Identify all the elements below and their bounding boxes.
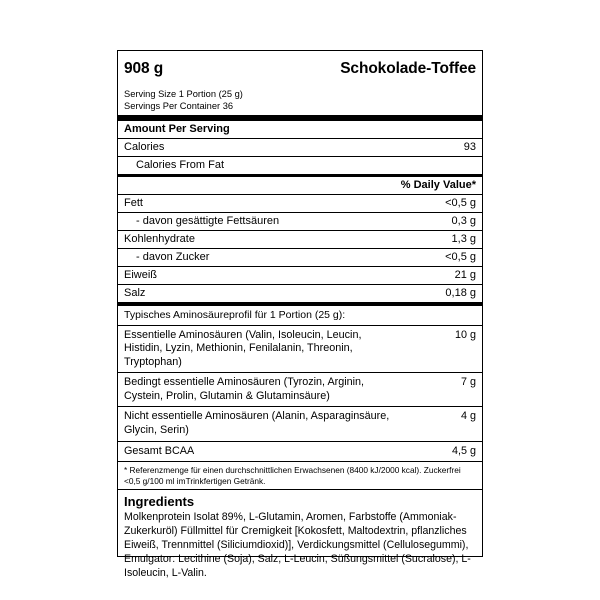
nutrient-label: - davon gesättigte Fettsäuren <box>136 215 280 228</box>
nutrient-row <box>118 267 482 284</box>
nutrient-value: 21 g <box>454 269 476 282</box>
calories-from-fat-row <box>118 157 482 174</box>
nutrient-row <box>118 213 482 230</box>
amino-acid-value: 4,5 g <box>451 444 476 457</box>
amino-acid-row <box>118 326 482 373</box>
nutrient-label: Fett <box>124 197 143 210</box>
label-header <box>118 51 482 77</box>
nutrient-value: 0,18 g <box>445 287 476 300</box>
serving-size: Serving Size 1 Portion (25 g) <box>124 89 243 100</box>
ingredients-text: Molkenprotein Isolat 89%, L-Glutamin, Aromen, Farbstoffe (Ammoniak-Zukerkuröl) Füllmittel für Cremigkeit [Kokosfett, Maltodextrin, pflanzliches Eiweiß, Trennmittel (Siliciumdioxid)], Verdickungsmittel (Cellulosegummi), Emulgator: Lecithine (Soja), Salz, L-Leucin, Süßungsmittel (Sucralose), L-Isoleucin, L-Valin. <box>124 510 471 580</box>
servings-per-container: Servings Per Container 36 <box>124 100 234 111</box>
nutrition-facts-panel <box>117 50 483 580</box>
amino-acid-label: Nicht essentielle Aminosäuren (Alanin, Asparaginsäure, Glycin, Serin) <box>124 410 390 437</box>
nutrient-value: 0,3 g <box>451 215 476 228</box>
nutrient-label: - davon Zucker <box>136 251 210 264</box>
calories-row <box>118 139 482 156</box>
amino-acid-label: Bedingt essentielle Aminosäuren (Tyrozin, Arginin, Cystein, Prolin, Glutamin & Glutaminsäure) <box>124 376 365 402</box>
amino-acid-row <box>118 442 482 462</box>
amino-acid-value: 7 g <box>460 376 476 389</box>
net-weight: 908 g <box>124 60 164 77</box>
nutrient-label: Kohlenhydrate <box>124 233 195 246</box>
amino-acid-value: 10 g <box>454 328 476 341</box>
nutrient-value: <0,5 g <box>445 251 476 264</box>
nutrient-value: <0,5 g <box>445 197 476 210</box>
amino-acid-row <box>118 407 482 440</box>
nutrient-row <box>118 231 482 248</box>
daily-value-heading: % Daily Value* <box>400 179 476 192</box>
amino-acid-value: 4 g <box>460 410 476 423</box>
footnote: * Referenzmenge für einen durchschnittlichen Erwachsenen (8400 kJ/2000 kcal). Zuckerfrei <0,5 g/100 ml imTrinkfertigen Getränk. <box>124 465 461 486</box>
calories-value: 93 <box>463 141 476 154</box>
nutrient-label: Eiweiß <box>124 269 158 282</box>
nutrient-row <box>118 285 482 302</box>
nutrient-row <box>118 195 482 212</box>
amino-acid-label: Gesamt BCAA <box>124 444 195 457</box>
product-name: Schokolade-Toffee <box>340 60 476 77</box>
nutrient-list <box>118 195 482 303</box>
amino-profile-heading: Typisches Aminosäureprofil für 1 Portion (25 g): <box>124 309 346 322</box>
nutrient-value: 1,3 g <box>451 233 476 246</box>
amino-acid-row <box>118 373 482 406</box>
nutrient-row <box>118 249 482 266</box>
amount-per-serving-heading: Amount Per Serving <box>124 123 230 136</box>
ingredients-title: Ingredients <box>124 493 195 509</box>
calories-label: Calories <box>124 141 165 154</box>
serving-info <box>118 89 482 112</box>
amino-acid-label: Essentielle Aminosäuren (Valin, Isoleucin, Leucin, Histidin, Lyzin, Methionin, Fenilalanin, Threonin, Tryptophan) <box>124 328 362 368</box>
calories-from-fat-label: Calories From Fat <box>136 159 225 172</box>
amino-acid-list <box>118 326 482 462</box>
nutrient-label: Salz <box>124 287 146 300</box>
